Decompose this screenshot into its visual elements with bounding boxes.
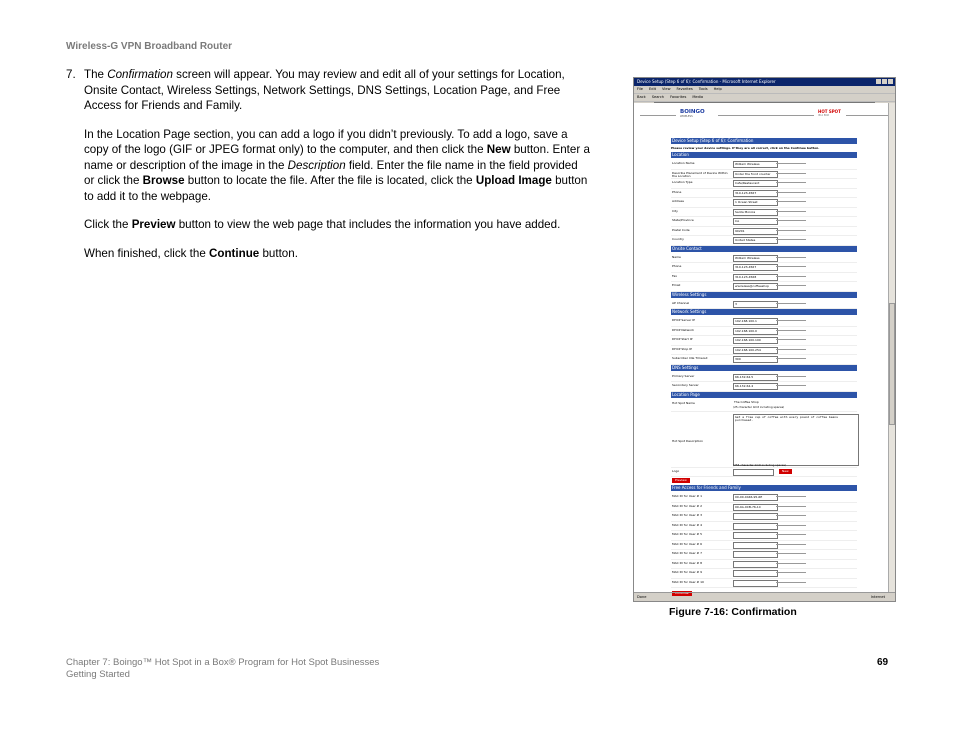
field-underline (776, 192, 806, 193)
field-input[interactable]: 3 (733, 301, 778, 308)
window-controls (876, 79, 893, 84)
step-number: 7. (66, 68, 76, 81)
form-row (671, 346, 857, 356)
field-input[interactable] (733, 570, 778, 577)
scroll-thumb[interactable] (889, 303, 895, 425)
form-row (671, 355, 857, 365)
field-underline (776, 385, 806, 386)
status-bar (634, 592, 895, 601)
media-button[interactable]: Media (692, 95, 704, 99)
field-label: MAC ID for User # 7 (672, 551, 703, 555)
field-underline (776, 376, 806, 377)
field-label: MAC ID for User # 5 (672, 532, 703, 536)
field-label: AP Channel (672, 300, 690, 305)
vertical-scrollbar[interactable] (888, 103, 895, 593)
field-label: DHCP Server IP (672, 318, 695, 322)
back-button[interactable]: Back (637, 95, 646, 99)
confirmation-screenshot (633, 77, 896, 602)
logo-select[interactable] (733, 469, 774, 476)
field-label: Hot Spot Description (672, 438, 704, 443)
paragraph-1 (84, 67, 591, 114)
bold: Preview (131, 218, 176, 231)
bold: New (486, 143, 511, 156)
form-row (671, 493, 857, 503)
form-row (671, 560, 857, 570)
text: button to add it to the webpage. (84, 174, 588, 203)
section-location: Location (671, 152, 857, 158)
hotspot-logo: HOT SPOT IN A BOX (818, 109, 841, 117)
field-underline (776, 285, 806, 286)
location-fields (671, 160, 857, 246)
section-network: Network Settings (671, 309, 857, 315)
form-row (671, 541, 857, 551)
field-input[interactable]: 192.168.100.1 (733, 318, 778, 325)
field-input[interactable]: 66.132.64.5 (733, 374, 778, 381)
field-underline (776, 230, 806, 231)
field-label: Logo (672, 468, 680, 473)
field-underline (776, 163, 806, 164)
field-input[interactable] (733, 532, 778, 539)
mac-fields (671, 493, 857, 588)
field-underline (776, 506, 806, 507)
field-underline (776, 358, 806, 359)
field-input[interactable] (733, 542, 778, 549)
field-label: MAC ID for User # 6 (672, 541, 703, 546)
form-row (671, 317, 857, 327)
field-input[interactable] (733, 580, 778, 587)
field-label: MAC ID for User # 3 (672, 513, 703, 517)
menu-help[interactable]: Help (713, 87, 722, 91)
form-row (671, 170, 857, 180)
field-input[interactable]: 90201 (733, 228, 778, 235)
paragraph-3 (84, 217, 591, 233)
field-label: Postal Code (672, 227, 690, 232)
bold: Browse (142, 174, 185, 187)
field-underline (776, 515, 806, 516)
section-free-access: Free Access for Friends and Family (671, 485, 857, 491)
field-underline (776, 182, 806, 183)
form-row (671, 382, 857, 392)
field-underline (776, 572, 806, 573)
field-input[interactable]: wwireless@coffeeshop (733, 283, 778, 290)
section-confirmation: Device Setup (Step 6 of 6): Confirmation (671, 138, 857, 144)
close-icon[interactable] (888, 79, 893, 84)
form-row (671, 198, 857, 208)
form-row (671, 512, 857, 522)
field-label: Country (672, 237, 684, 241)
network-fields (671, 317, 857, 365)
field-label: MAC ID for User # 4 (672, 522, 703, 527)
menu-bar (634, 86, 895, 94)
field-label: Phone (672, 189, 682, 194)
page-number: 69 (877, 657, 889, 668)
field-underline (776, 320, 806, 321)
running-header: Wireless-G VPN Broadband Router (66, 41, 233, 52)
field-label: DHCP Start IP (672, 337, 693, 341)
paragraph-4 (84, 246, 591, 262)
field-label: MAC ID for User # 10 (672, 579, 704, 584)
menu-favorites[interactable]: Favorites (676, 87, 693, 91)
field-label: Hot Spot Name (672, 400, 695, 405)
field-input[interactable]: Under the front counter (733, 171, 778, 178)
text: field. Enter the file name in the field provided or click the (84, 158, 578, 187)
field-underline (776, 330, 806, 331)
field-input[interactable]: 00-0A-0CB-76-1C (733, 504, 778, 511)
divider (640, 115, 676, 116)
wireless-fields (671, 300, 857, 310)
field-input[interactable] (733, 551, 778, 558)
step-7 (66, 67, 591, 274)
form-row (671, 217, 857, 227)
field-input[interactable] (733, 523, 778, 530)
text: screen will appear. You may review and edit all of your settings for Location, Onsite Contact, Wireless Settings, Network Settings, DNS Settings, Location Page, and Free Access for Friends and Family. (84, 68, 565, 112)
field-label: Describe Placement of Device Within the Location (672, 170, 728, 178)
field-label: Name (672, 254, 681, 259)
field-label: Secondary Server (672, 383, 699, 387)
hotspot-name-row (671, 400, 857, 412)
form-row (671, 282, 857, 292)
form-row (671, 236, 857, 246)
form-row (671, 373, 857, 383)
field-input[interactable]: 192.168.100.254 (733, 347, 778, 354)
window-titlebar (634, 78, 895, 86)
field-input[interactable]: 00-00-0446-95-6E (733, 494, 778, 501)
hotspot-name-input[interactable]: The Coffee Shop (734, 399, 759, 404)
page-content (634, 103, 889, 593)
form-row (671, 300, 857, 310)
field-underline (776, 349, 806, 350)
dns-fields (671, 373, 857, 392)
char-limit-note: (255 character limit including spaces) (733, 462, 787, 467)
char-limit-note: (25 character limit including spaces) (733, 404, 785, 409)
field-input[interactable]: United States (733, 237, 778, 244)
new-button[interactable]: New (779, 469, 792, 474)
field-underline (776, 266, 806, 267)
field-label: Address (672, 199, 684, 203)
field-label: Subscriber Idle Timeout (672, 356, 708, 360)
section-location-page: Location Page (671, 392, 857, 398)
boingo-logo: BOINGO WIRELESS (680, 109, 705, 118)
field-input[interactable]: 310-123-4567 (733, 264, 778, 271)
maximize-icon[interactable] (882, 79, 887, 84)
bold: Upload Image (475, 174, 552, 187)
field-underline (776, 276, 806, 277)
security-zone: Internet (870, 595, 885, 599)
footer-chapter: Chapter 7: Boingo™ Hot Spot in a Box® Program for Hot Spot Businesses (66, 657, 380, 668)
form-row (671, 327, 857, 337)
field-underline (776, 544, 806, 545)
form-row (671, 208, 857, 218)
form-row (671, 569, 857, 579)
confirmation-form (671, 138, 857, 598)
confirmation-note: Please review your device settings. If they are all correct, click on the Continue button. (671, 146, 820, 150)
figure-caption: Figure 7-16: Confirmation (669, 606, 797, 618)
menu-view[interactable]: View (661, 87, 671, 91)
favorites-button[interactable]: Favorites (670, 95, 687, 99)
step-body (84, 67, 591, 261)
page-footer (66, 657, 379, 681)
minimize-icon[interactable] (876, 79, 881, 84)
form-row (671, 263, 857, 273)
search-button[interactable]: Search (651, 95, 665, 99)
continue-button[interactable]: Continue (672, 591, 692, 596)
text: Click the (84, 218, 132, 231)
field-input[interactable]: 66.132.64.4 (733, 383, 778, 390)
text: button. Enter a name or description of the image in the (84, 143, 590, 172)
field-label: Phone (672, 264, 682, 268)
form-row (671, 550, 857, 560)
text: button to locate the file. After the file is located, click the (184, 174, 476, 187)
section-dns: DNS Settings (671, 365, 857, 371)
hotspot-description-row (671, 412, 857, 468)
field-label: Fax (672, 273, 678, 278)
bold: Continue (209, 246, 260, 260)
preview-row (671, 477, 857, 485)
field-input[interactable]: William Wireless (733, 161, 778, 168)
menu-file[interactable]: File (637, 87, 644, 91)
field-input[interactable]: 310-123-4568 (733, 274, 778, 281)
text: When finished, click the (84, 246, 210, 260)
page-banner (640, 109, 883, 121)
emphasis: Confirmation (107, 68, 173, 81)
divider (718, 115, 814, 116)
field-input[interactable] (733, 513, 778, 520)
form-row (671, 522, 857, 532)
preview-button[interactable]: Preview (672, 478, 690, 483)
form-row (671, 531, 857, 541)
menu-edit[interactable]: Edit (649, 87, 656, 91)
field-underline (776, 239, 806, 240)
form-row (671, 336, 857, 346)
paragraph-2 (84, 127, 591, 205)
field-underline (776, 582, 806, 583)
divider (846, 115, 889, 116)
field-label: MAC ID for User # 1 (672, 494, 703, 498)
field-underline (776, 220, 806, 221)
emphasis: Description (287, 158, 346, 172)
form-row (671, 273, 857, 283)
field-underline (776, 496, 806, 497)
field-underline (776, 211, 806, 212)
field-underline (776, 525, 806, 526)
field-label: State/Province (672, 218, 694, 222)
field-input[interactable]: 192.168.100.100 (733, 337, 778, 344)
form-row (671, 189, 857, 199)
section-onsite-contact: Onsite Contact (671, 246, 857, 252)
field-input[interactable]: 310-123-4567 (733, 190, 778, 197)
field-input[interactable] (733, 561, 778, 568)
form-row (671, 579, 857, 589)
field-underline (776, 553, 806, 554)
field-label: Location Type (672, 180, 693, 184)
onsite-fields (671, 254, 857, 292)
window-title: Device Setup (Step 6 of 6): Confirmation - Microsoft Internet Explorer (637, 79, 776, 84)
field-label: MAC ID for User # 8 (672, 560, 703, 565)
form-row (671, 160, 857, 170)
hotspot-description-textarea[interactable]: Get a free cup of coffee with every pound of coffee beans purchased. (733, 414, 859, 466)
form-row (671, 179, 857, 189)
field-label: Location Name (672, 161, 695, 165)
field-underline (776, 201, 806, 202)
text: button. (259, 246, 298, 260)
section-wireless: Wireless Settings (671, 292, 857, 298)
text: The (84, 68, 108, 81)
field-underline (776, 303, 806, 304)
field-input[interactable]: 300 (733, 356, 778, 363)
form-row (671, 503, 857, 513)
field-label: Email (672, 283, 681, 287)
text: button to view the web page that includes the information you have added. (175, 218, 561, 231)
field-input[interactable]: 192.168.100.0 (733, 328, 778, 335)
status-text: Done (637, 595, 647, 599)
field-label: Primary Server (672, 373, 695, 378)
field-input[interactable]: 1 Ocean Street (733, 199, 778, 206)
field-underline (776, 339, 806, 340)
field-label: MAC ID for User # 9 (672, 570, 703, 574)
field-underline (776, 534, 806, 535)
logo-row (671, 468, 857, 478)
field-label: MAC ID for User # 2 (672, 503, 703, 508)
field-input[interactable]: CA (733, 218, 778, 225)
field-underline (776, 257, 806, 258)
footer-section: Getting Started (66, 669, 130, 680)
text: In the Location Page section, you can add a logo if you didn’t previously. To add a logo, save a copy of the logo (GIF or JPEG format only) to the computer, and then click the (84, 127, 568, 156)
field-label: City (672, 208, 678, 213)
field-input[interactable]: Santa Monica (733, 209, 778, 216)
field-input[interactable]: Cafe/Restaurant (733, 180, 778, 187)
menu-tools[interactable]: Tools (698, 87, 708, 91)
field-underline (776, 563, 806, 564)
field-label: DHCP Stop IP (672, 346, 692, 351)
field-label: DHCP Network (672, 327, 694, 332)
field-input[interactable]: William Wireless (733, 255, 778, 262)
form-row (671, 254, 857, 264)
form-row (671, 227, 857, 237)
field-underline (776, 173, 806, 174)
browser-toolbar (634, 94, 895, 102)
